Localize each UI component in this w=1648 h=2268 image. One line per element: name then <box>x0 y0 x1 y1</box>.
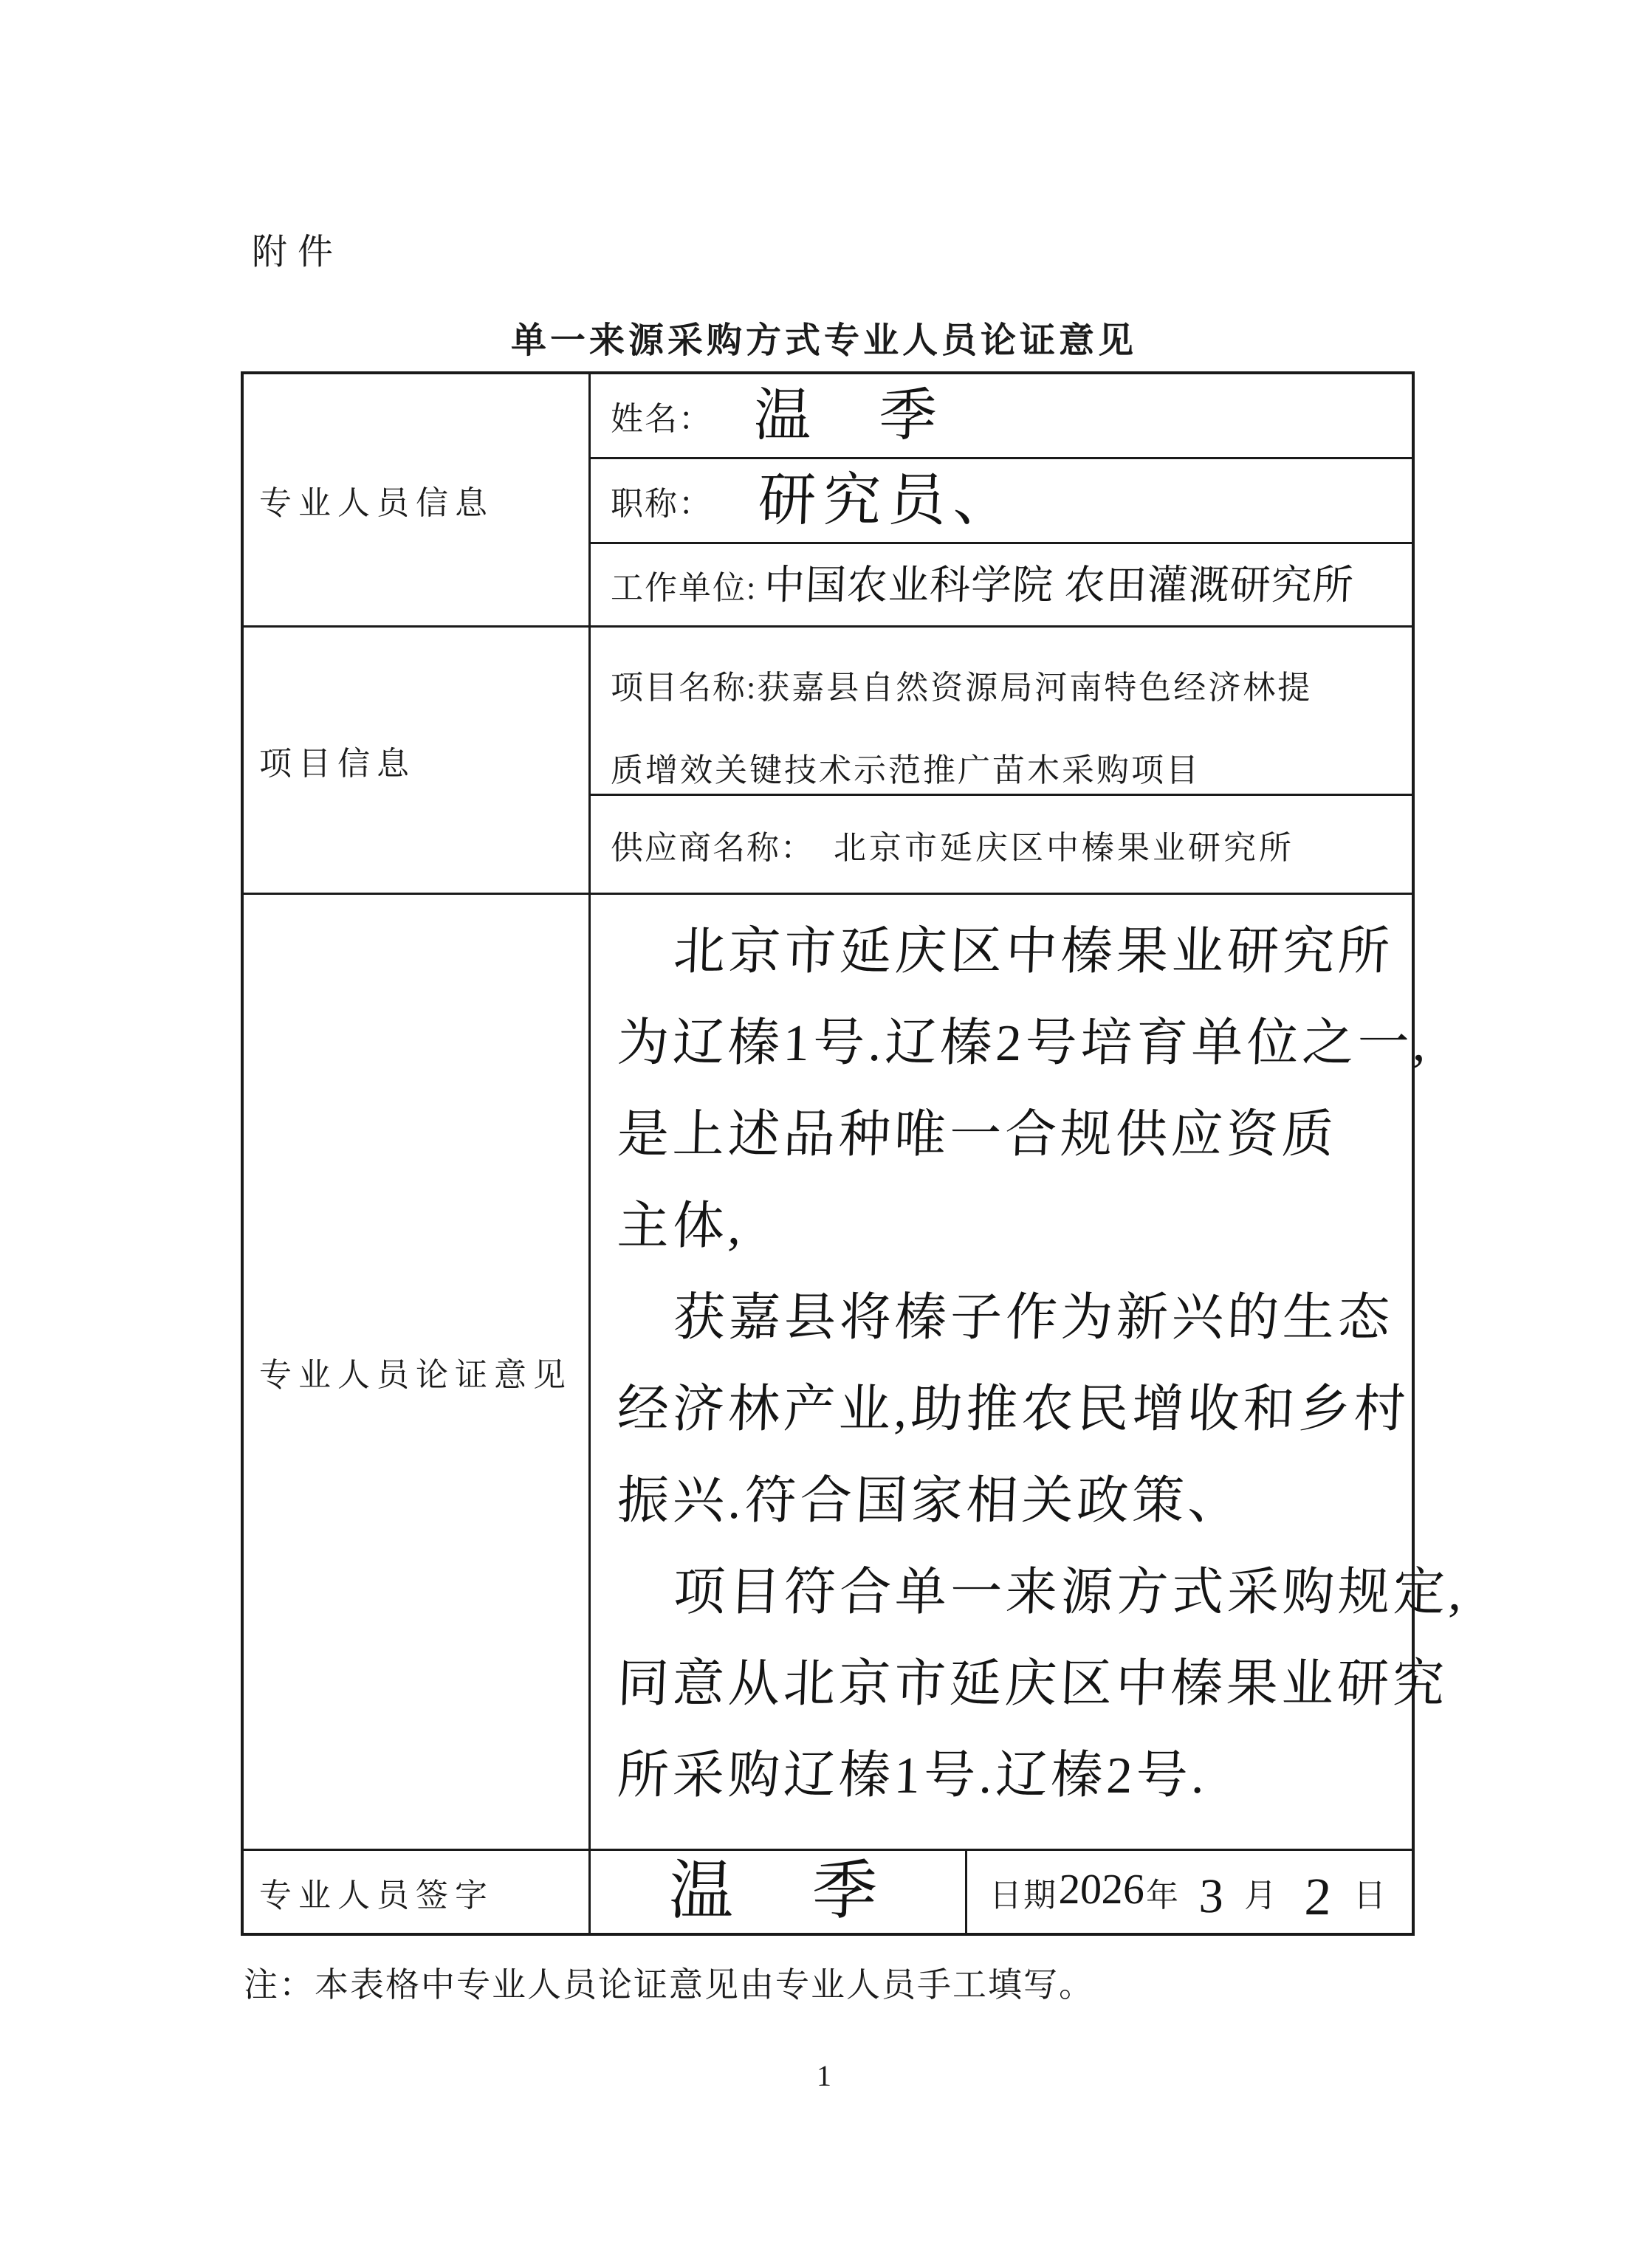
attachment-label: 附件 <box>252 233 344 272</box>
row-name <box>591 374 1412 459</box>
date-day-unit: 日 <box>1353 1877 1387 1914</box>
section-label-project: 项目信息 <box>244 628 591 895</box>
document-title: 单一来源采购方式专业人员论证意见 <box>510 321 1137 360</box>
section-label-opinion: 专业人员论证意见 <box>244 895 591 1851</box>
row-job-title <box>591 459 1412 544</box>
section-label-personnel: 专业人员信息 <box>244 374 591 628</box>
name-handwritten-value: 温 季 <box>752 383 965 447</box>
opinion-line: 项目符合单一来源方式采购规定, <box>672 1564 1466 1621</box>
date-month-unit: 月 <box>1244 1877 1278 1914</box>
opinion-line: 获嘉县将榛子作为新兴的生态 <box>672 1290 1395 1347</box>
job-title-label: 职称： <box>611 486 713 522</box>
opinion-form-table <box>241 371 1466 1936</box>
row-project-name <box>591 628 1412 796</box>
job-title-handwritten-value: 研究员、 <box>757 468 1020 532</box>
opinion-line: 所采购辽榛1号.辽榛2号. <box>616 1748 1209 1804</box>
project-name-value: 获嘉县自然资源局河南特色经济林提质增效关键技术示范推广苗木采购项目 <box>611 670 1313 788</box>
row-supplier <box>591 796 1412 895</box>
date-prefix-label: 日期 <box>989 1877 1057 1914</box>
opinion-line: 同意从北京市延庆区中榛果业研究 <box>616 1656 1449 1713</box>
signature-label: 专业人员签字 <box>244 1851 591 1933</box>
opinion-line: 是上述品种唯一合规供应资质 <box>616 1107 1339 1164</box>
supplier-value: 北京市延庆区中榛果业研究所 <box>834 829 1294 866</box>
opinion-line: 为辽榛1号.辽榛2号培育单位之一, <box>616 1015 1431 1072</box>
date-year-unit: 年 <box>1146 1877 1180 1914</box>
project-name-label: 项目名称: <box>611 670 758 706</box>
date-month-handwritten: 3 <box>1198 1869 1225 1923</box>
date-year-handwritten: 2026 <box>1057 1864 1146 1913</box>
signature-handwritten-name: 温 季 <box>667 1855 910 1928</box>
page-number: 1 <box>817 2059 831 2092</box>
opinion-line: 经济林产业,助推农民增收和乡村 <box>616 1381 1410 1438</box>
signature-cell <box>591 1851 967 1933</box>
opinion-line: 振兴.符合国家相关政策、 <box>616 1473 1244 1530</box>
work-unit-label: 工作单位: <box>611 570 758 606</box>
row-work-unit <box>591 544 1412 628</box>
opinion-line: 北京市延庆区中榛果业研究所 <box>672 924 1395 980</box>
opinion-handwritten-block <box>591 895 1466 1851</box>
date-day-handwritten: 2 <box>1303 1866 1333 1926</box>
footnote: 注：本表格中专业人员论证意见由专业人员手工填写。 <box>244 1966 1094 2004</box>
work-unit-handwritten-value: 中国农业科学院 农田灌溉研究所 <box>763 562 1356 608</box>
name-label: 姓名： <box>611 401 713 437</box>
supplier-label: 供应商名称： <box>611 829 814 866</box>
opinion-line: 主体, <box>616 1198 746 1255</box>
date-cell <box>967 1851 1412 1933</box>
